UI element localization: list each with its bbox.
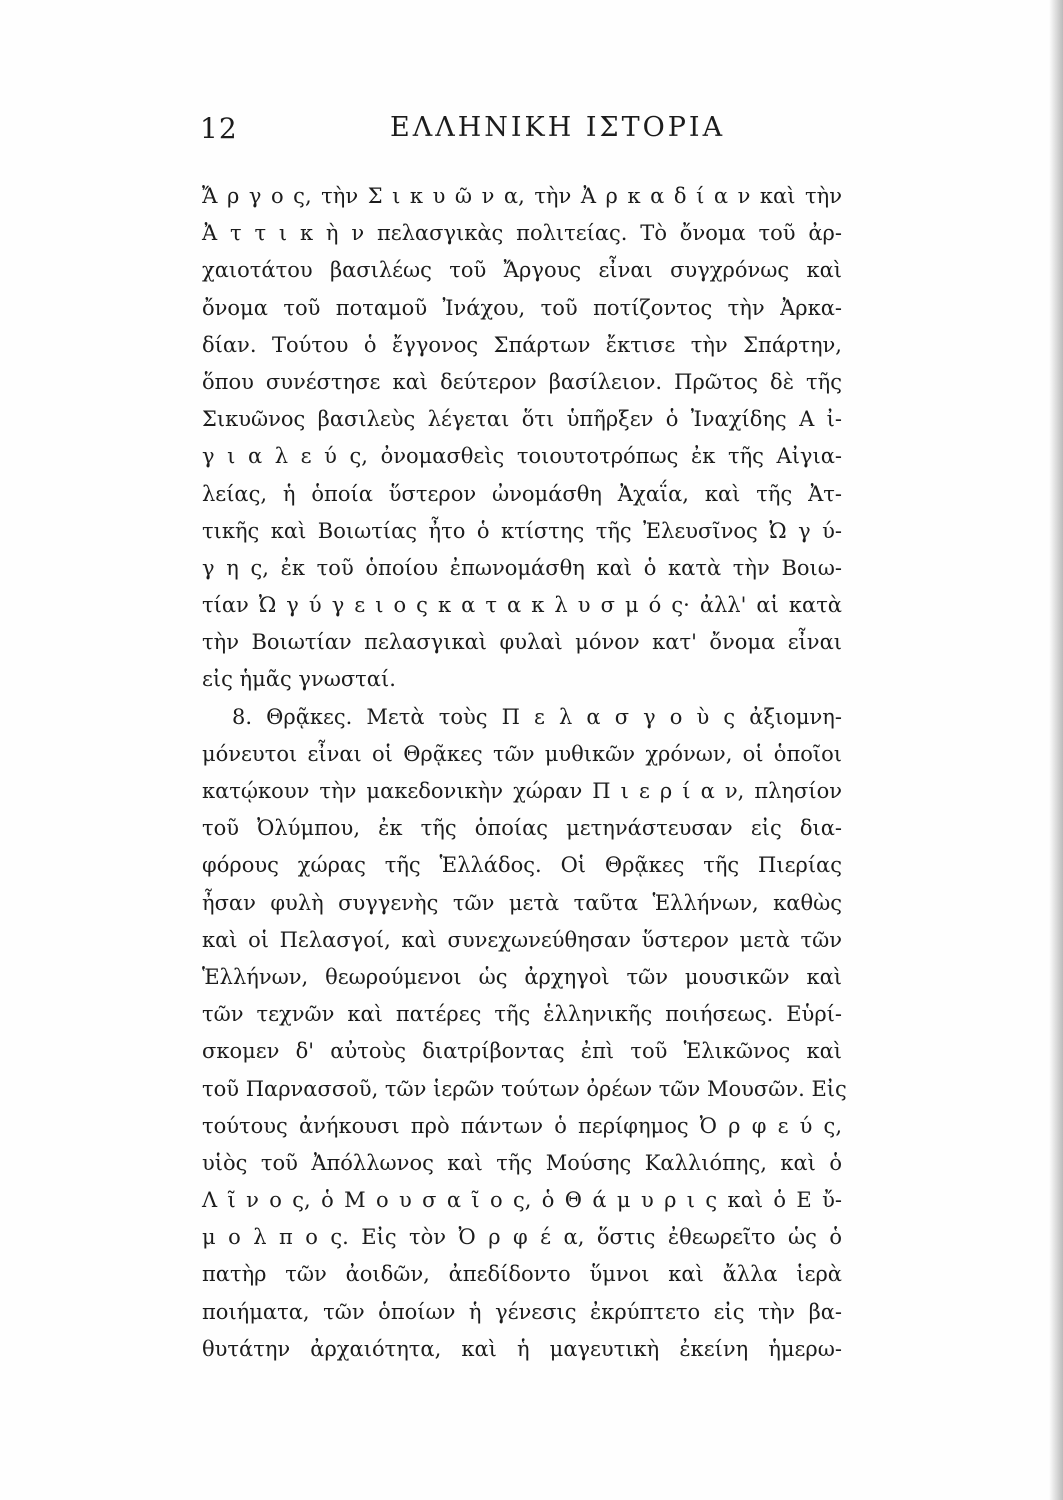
text-line: καὶ οἱ Πελασγοί, καὶ συνεχωνεύθησαν ὕστερον μετὰ τῶν (202, 927, 842, 952)
body-text (202, 178, 847, 1368)
paragraph-end-line: εἰς ἡμᾶς γνωσταί. (202, 667, 396, 692)
text-line: θυτάτην ἀρχαιότητα, καὶ ἡ μαγευτικὴ ἐκείνη ἡμερω- (202, 1336, 842, 1361)
text-line: τὴν Βοιωτίαν πελασγικαὶ φυλαὶ μόνον κατ' ὄνομα εἶναι (202, 630, 842, 655)
text-line: τῶν τεχνῶν καὶ πατέρες τῆς ἑλληνικῆς ποιήσεως. Εὑρί- (202, 1002, 842, 1027)
text-line: ὅπου συνέστησε καὶ δεύτερον βασίλειον. Πρῶτος δὲ τῆς (202, 369, 842, 394)
text-line: ποιήματα, τῶν ὁποίων ἡ γένεσις ἐκρύπτετο εἰς τὴν βα- (202, 1299, 842, 1324)
text-line: λείας, ἡ ὁποία ὕστερον ὠνομάσθη Ἀχαΐα, καὶ τῆς Ἀτ- (202, 481, 842, 506)
text-line: Ἀ τ τ ι κ ὴ ν πελασγικὰς πολιτείας. Τὸ ὄνομα τοῦ ἀρ- (202, 221, 842, 246)
text-line: υἱὸς τοῦ Ἀπόλλωνος καὶ τῆς Μούσης Καλλιόπης, καὶ ὁ (202, 1150, 842, 1175)
text-line: γ ι α λ ε ύ ς, ὀνομασθεὶς τοιουτοτρόπως ἐκ τῆς Αἰγια- (202, 444, 842, 469)
text-line: φόρους χώρας τῆς Ἑλλάδος. Οἱ Θρᾷκες τῆς Πιερίας (202, 853, 842, 878)
page-number: 12 (200, 112, 238, 145)
text-line: σκομεν δ' αὐτοὺς διατρίβοντας ἐπὶ τοῦ Ἑλικῶνος καὶ (202, 1039, 842, 1064)
text-line: ἦσαν φυλὴ συγγενὴς τῶν μετὰ ταῦτα Ἑλλήνων, καθὼς (202, 890, 842, 915)
text-line: τοῦ Ὀλύμπου, ἐκ τῆς ὁποίας μετηνάστευσαν εἰς δια- (202, 816, 842, 841)
text-line: Ἄ ρ γ ο ς, τὴν Σ ι κ υ ῶ ν α, τὴν Ἀ ρ κ α δ ί α ν καὶ τὴν (202, 184, 842, 208)
text-line: τοῦ Παρνασσοῦ, τῶν ἱερῶν τούτων ὀρέων τῶν Μουσῶν. Εἰς (202, 1076, 847, 1101)
page-edge-shadow (1049, 0, 1063, 1500)
text-line: μ ο λ π ο ς. Εἰς τὸν Ὀ ρ φ έ α, ὅστις ἐθεωρεῖτο ὡς ὁ (202, 1225, 842, 1250)
text-line: χαιοτάτου βασιλέως τοῦ Ἄργους εἶναι συγχρόνως καὶ (202, 258, 842, 283)
text-line: δίαν. Τούτου ὁ ἔγγονος Σπάρτων ἔκτισε τὴν Σπάρτην, (202, 332, 842, 357)
text-line: τίαν Ὠ γ ύ γ ε ι ο ς κ α τ α κ λ υ σ μ ό ς· ἀλλ' αἱ κατὰ (202, 593, 842, 618)
text-line: τούτους ἀνήκουσι πρὸ πάντων ὁ περίφημος Ὀ ρ φ ε ύ ς, (202, 1113, 842, 1138)
text-line: πατὴρ τῶν ἀοιδῶν, ἀπεδίδοντο ὕμνοι καὶ ἄλλα ἱερὰ (202, 1262, 842, 1287)
text-line: τικῆς καὶ Βοιωτίας ἦτο ὁ κτίστης τῆς Ἐλευσῖνος Ὠ γ ύ- (202, 518, 842, 543)
text-line: γ η ς, ἐκ τοῦ ὁποίου ἐπωνομάσθη καὶ ὁ κατὰ τὴν Βοιω- (202, 555, 842, 580)
text-line: ὄνομα τοῦ ποταμοῦ Ἰνάχου, τοῦ ποτίζοντος τὴν Ἀρκα- (202, 295, 842, 320)
running-title: ΕΛΛΗΝΙΚΗ ΙΣΤΟΡΙΑ (390, 112, 726, 143)
text-line: Ἑλλήνων, θεωρούμενοι ὡς ἀρχηγοὶ τῶν μουσικῶν καὶ (202, 964, 842, 989)
section-heading-line: 8. Θρᾷκες. Μετὰ τοὺς Π ε λ α σ γ ο ὺ ς ἀξιομνη- (232, 704, 842, 729)
text-line: Σικυῶνος βασιλεὺς λέγεται ὅτι ὑπῆρξεν ὁ Ἰναχίδης Α ἰ- (202, 407, 842, 432)
text-line: μόνευτοι εἶναι οἱ Θρᾷκες τῶν μυθικῶν χρόνων, οἱ ὁποῖοι (202, 741, 842, 766)
text-line: Λ ῖ ν ο ς, ὁ Μ ο υ σ α ῖ ο ς, ὁ Θ ά μ υ ρ ι ς καὶ ὁ Ε ὔ- (202, 1188, 842, 1213)
text-line: κατῴκουν τὴν μακεδονικὴν χώραν Π ι ε ρ ί α ν, πλησίον (202, 779, 842, 803)
page-header (200, 112, 840, 152)
